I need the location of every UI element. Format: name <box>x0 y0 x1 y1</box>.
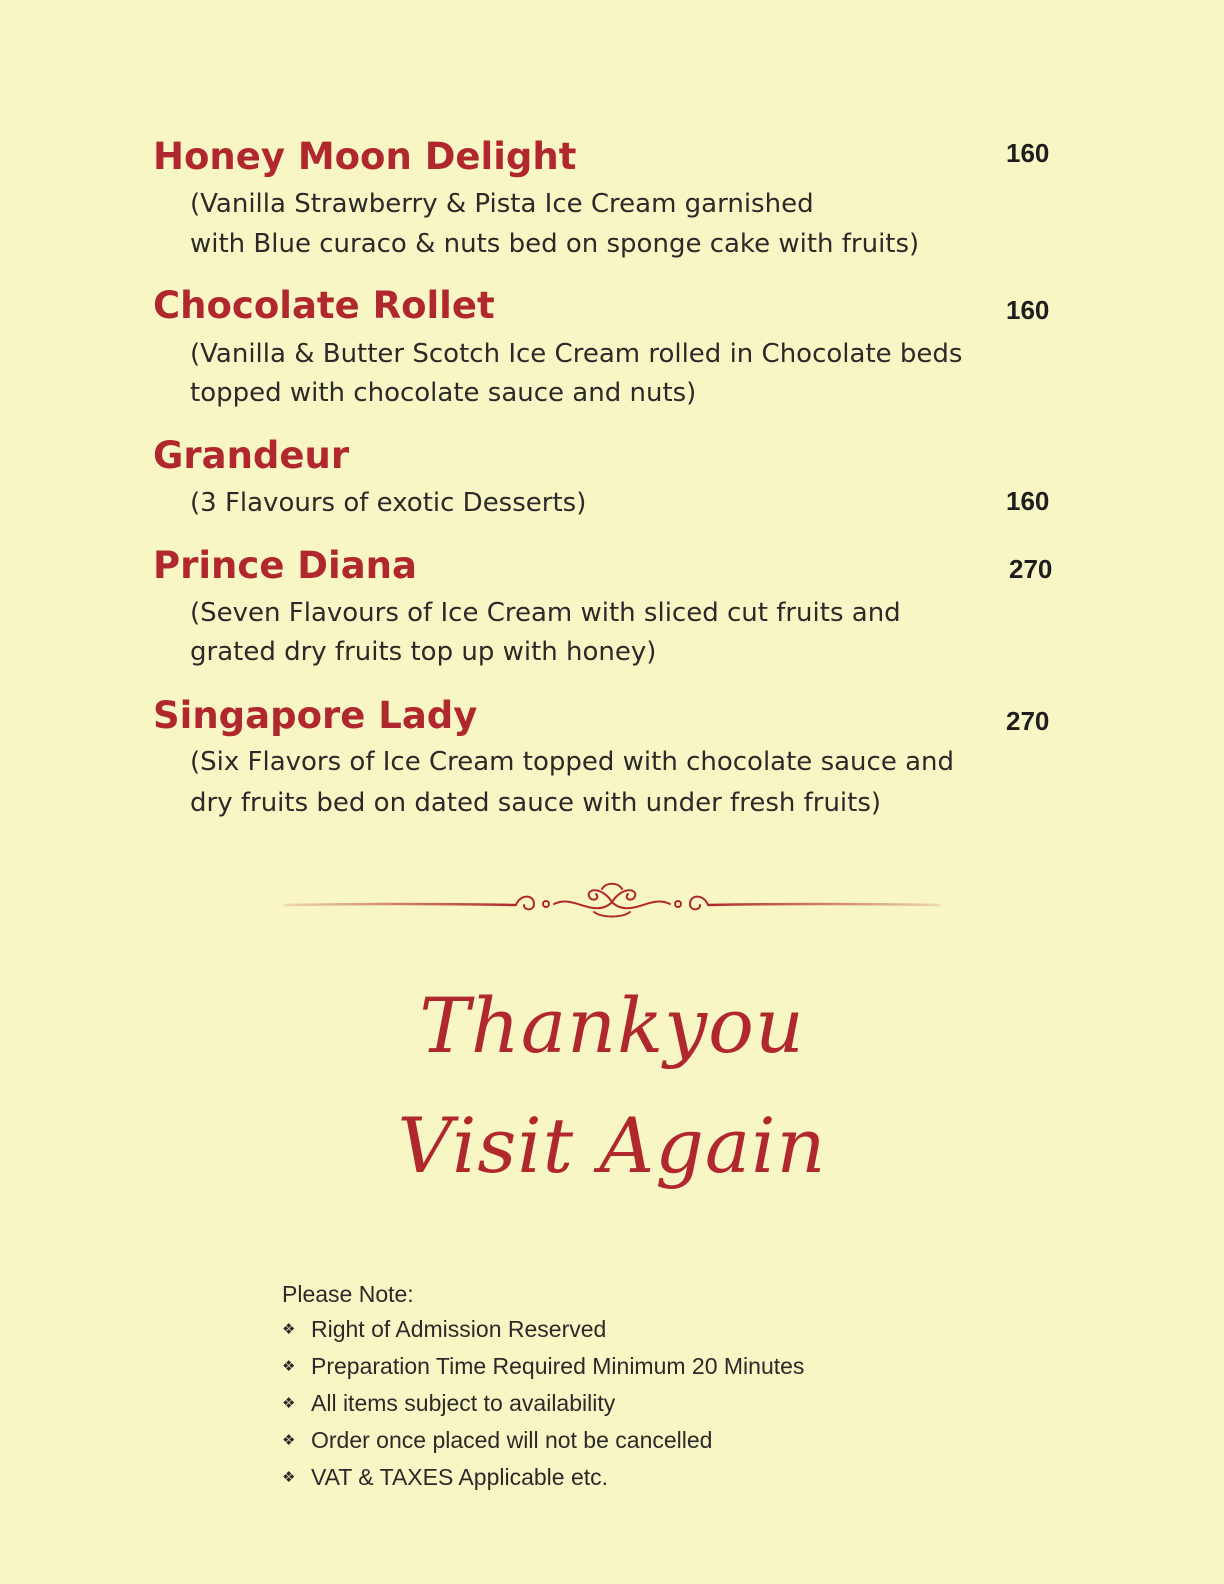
item-name-grandeur: Grandeur <box>153 434 350 477</box>
item-price-grandeur: 160 <box>1006 486 1050 516</box>
item-description-line: (Six Flavors of Ice Cream topped with chocolate sauce and <box>190 747 954 777</box>
item-description-line: grated dry fruits top up with honey) <box>190 637 657 667</box>
item-name-singapore-lady: Singapore Lady <box>153 694 478 737</box>
diamond-bullet-icon: ❖ <box>282 1319 296 1338</box>
diamond-bullet-icon: ❖ <box>282 1467 296 1486</box>
item-name-chocolate-rollet: Chocolate Rollet <box>153 284 495 327</box>
note-text: All items subject to availability <box>311 1389 616 1416</box>
diamond-bullet-icon: ❖ <box>282 1393 296 1412</box>
item-name-honey-moon-delight: Honey Moon Delight <box>153 135 577 178</box>
item-price-chocolate-rollet: 160 <box>1006 295 1050 325</box>
item-description-line: (3 Flavours of exotic Desserts) <box>190 488 587 518</box>
note-text: Right of Admission Reserved <box>311 1315 607 1342</box>
note-item <box>282 1384 922 1421</box>
note-item <box>282 1421 922 1458</box>
item-description-line: with Blue curaco & nuts bed on sponge cake with fruits) <box>190 229 920 259</box>
note-item <box>282 1458 922 1495</box>
notes-section <box>282 1278 922 1495</box>
item-description-line: topped with chocolate sauce and nuts) <box>190 378 697 408</box>
note-text: Order once placed will not be cancelled <box>311 1426 713 1453</box>
ornamental-divider-icon <box>284 880 940 930</box>
thank-you-text: Thankyou <box>419 981 805 1070</box>
item-description-line: (Seven Flavours of Ice Cream with sliced cut fruits and <box>190 598 901 628</box>
item-description-line: (Vanilla Strawberry & Pista Ice Cream garnished <box>190 189 814 219</box>
item-price-honey-moon-delight: 160 <box>1006 138 1050 168</box>
diamond-bullet-icon: ❖ <box>282 1356 296 1375</box>
item-name-prince-diana: Prince Diana <box>153 544 417 587</box>
item-description-line: (Vanilla & Butter Scotch Ice Cream rolled in Chocolate beds <box>190 339 963 369</box>
item-description-line: dry fruits bed on dated sauce with under fresh fruits) <box>190 788 882 818</box>
visit-again-text: Visit Again <box>397 1101 827 1190</box>
diamond-bullet-icon: ❖ <box>282 1430 296 1449</box>
note-item <box>282 1347 922 1384</box>
note-item <box>282 1310 922 1347</box>
notes-title: Please Note: <box>282 1281 414 1307</box>
item-price-prince-diana: 270 <box>1009 554 1053 584</box>
note-text: Preparation Time Required Minimum 20 Minutes <box>311 1352 805 1379</box>
item-price-singapore-lady: 270 <box>1006 706 1050 736</box>
note-text: VAT & TAXES Applicable etc. <box>311 1463 609 1490</box>
